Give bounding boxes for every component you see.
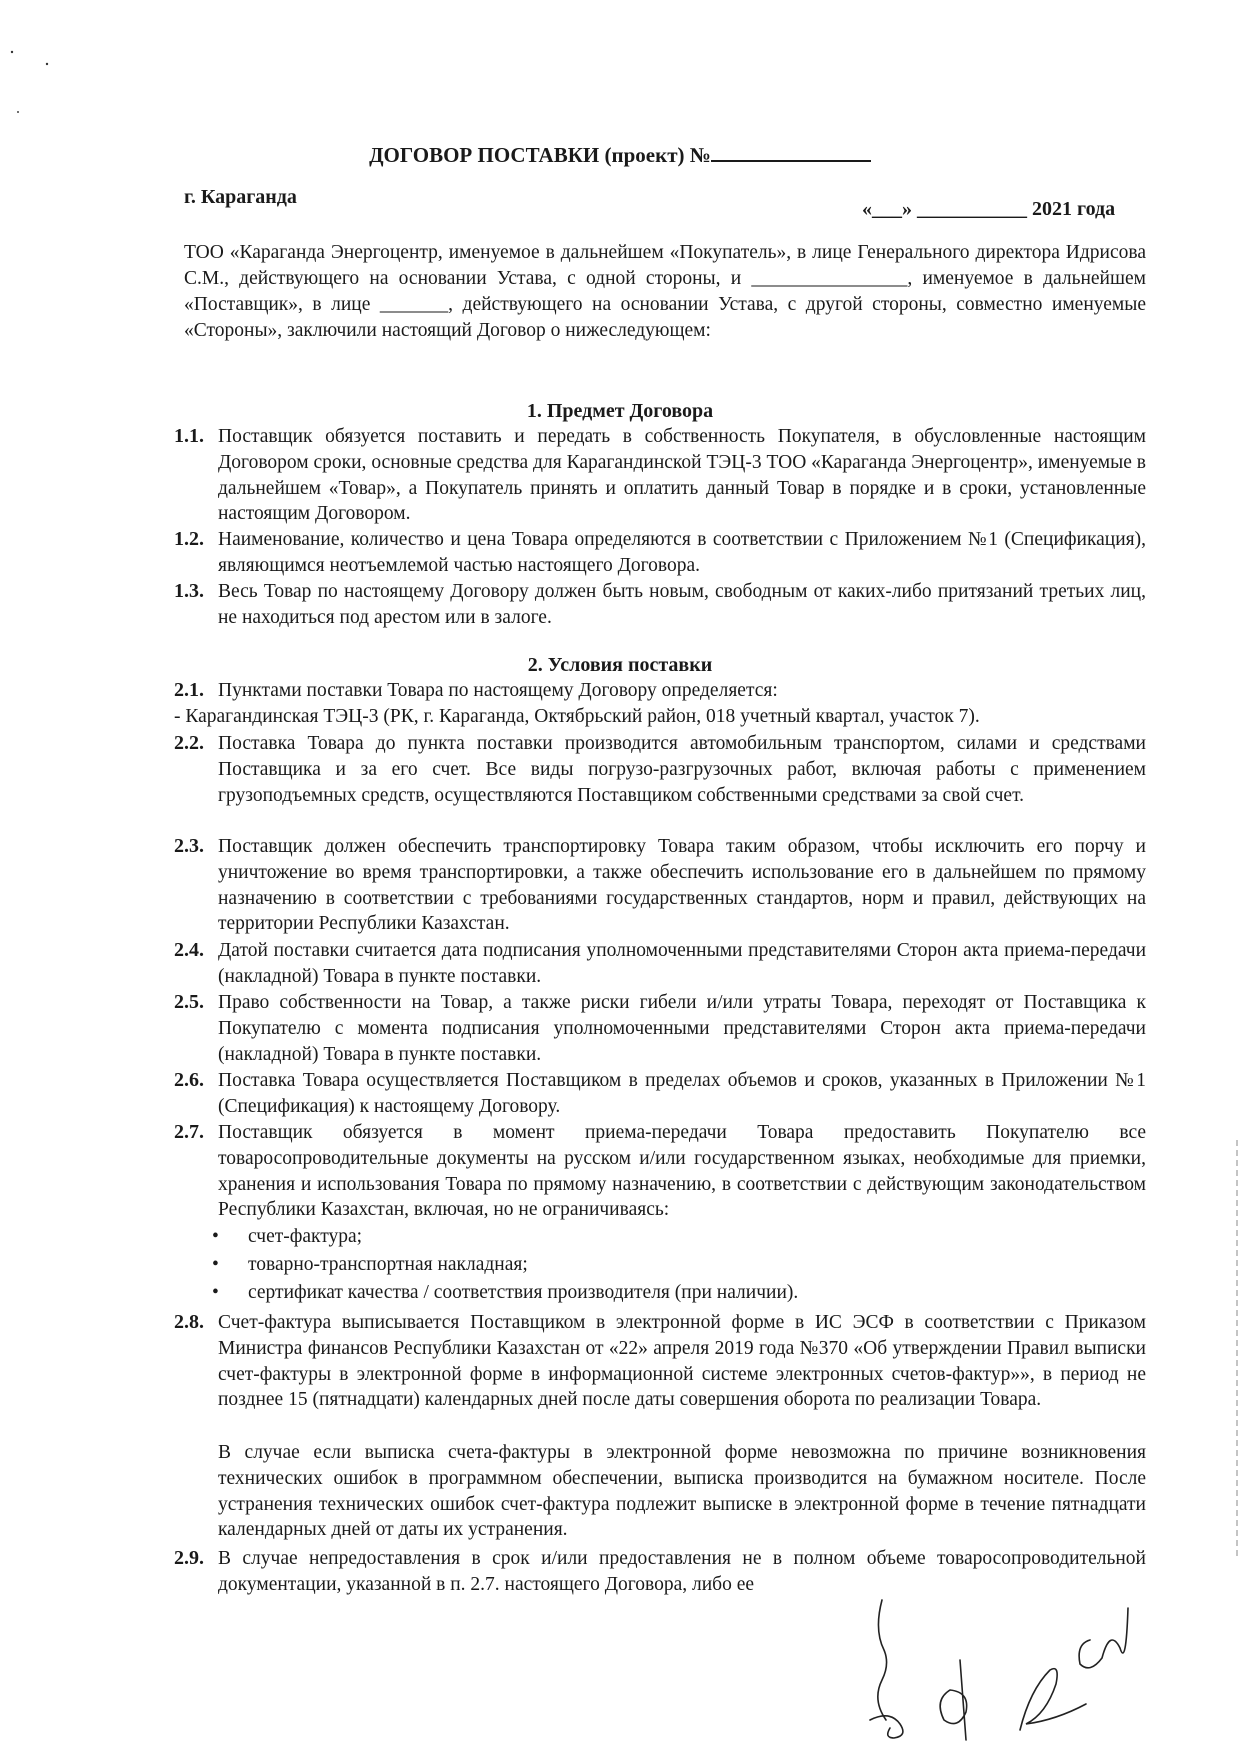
bullet-icon: • (212, 1226, 219, 1247)
clause-number: 1.2. (174, 528, 204, 550)
bullet-icon: • (212, 1254, 219, 1275)
clause-1-2 (174, 527, 1146, 579)
clause-text: Счет-фактура выписывается Поставщиком в электронной форме в ИС ЭСФ в соответствии с Приказом Министра финансов Республики Казахстан от «22» апреля 2019 года №370 «Об утверждении Правил выписки счет-фактуры в электронной форме в информационной системе электронных счетов-фактур»», в период не позднее 15 (пятнадцати) календарных дней после даты совершения оборота по реализации Товара. (218, 1312, 1146, 1411)
clause-2-8 (174, 1310, 1146, 1413)
contract-date: «___» ___________ 2021 года (862, 198, 1116, 220)
clause-number: 2.6. (174, 1069, 204, 1091)
bullet-item: • сертификат качества / соответствия производителя (при наличии). (212, 1282, 799, 1303)
clause-number: 2.1. (174, 679, 204, 701)
document-title: ДОГОВОР ПОСТАВКИ (проект) № (0, 142, 1240, 168)
preamble: ТОО «Караганда Энергоцентр, именуемое в дальнейшем «Покупатель», в лице Генерального директора Идрисова С.М., действующего на основании Устава, с одной стороны, и ________________, именуемое в дальнейшем «Поставщик», в лице _______, действующего на основании Устава, с другой стороны, совместно именуемые «Стороны», заключили настоящий Договор о нижеследующем: (184, 242, 1146, 341)
signatures-icon (840, 1580, 1160, 1750)
clause-2-3 (174, 834, 1146, 937)
clause-number: 2.2. (174, 732, 204, 754)
clause-text: В случае непредоставления в срок и/или предоставления не в полном объеме товаросопроводительной документации, указанной в п. 2.7. настоящего Договора, либо ее (218, 1548, 1146, 1595)
clause-number: 2.9. (174, 1547, 204, 1569)
clause-number: 2.7. (174, 1121, 204, 1143)
delivery-point: - Карагандинская ТЭЦ-3 (РК, г. Караганда, Октябрьский район, 018 учетный квартал, участок 7). (174, 706, 980, 727)
clause-2-1 (174, 678, 1146, 704)
clause-2-8-paragraph: В случае если выписка счета-фактуры в электронной форме невозможна по причине возникновения технических ошибок в программном обеспечении, выписка производится на бумажном носителе. После устранения технических ошибок счет-фактура подлежит выписке в электронной форме в течение пятнадцати календарных дней от даты их устранения. (218, 1442, 1146, 1541)
clause-2-4 (174, 938, 1146, 990)
clause-text: Право собственности на Товар, а также риски гибели и/или утраты Товара, переходят от Поставщика к Покупателю с момента подписания уполномоченными представителями Сторон акта приема-передачи (накладной) Товара в пункте поставки. (218, 992, 1146, 1065)
clause-number: 1.3. (174, 580, 204, 602)
scan-specks (0, 0, 60, 140)
clause-text: Поставщик должен обеспечить транспортировку Товара таким образом, чтобы исключить его порчу и уничтожение во время транспортировки, а также обеспечить использование его в дальнейшем по прямому назначению в соответствии с требованиями государственных стандартов, норм и правил, действующих на территории Республики Казахстан. (218, 836, 1146, 935)
clause-1-1 (174, 424, 1146, 527)
clause-2-5 (174, 990, 1146, 1067)
clause-text: Датой поставки считается дата подписания уполномоченными представителями Сторон акта приема-передачи (накладной) Товара в пункте поставки. (218, 940, 1146, 987)
clause-2-2 (174, 731, 1146, 808)
clause-text: Весь Товар по настоящему Договору должен быть новым, свободным от каких-либо притязаний третьих лиц, не находиться под арестом или в залоге. (218, 581, 1146, 628)
clause-1-3 (174, 579, 1146, 631)
clause-text: Поставщик обязуется поставить и передать в собственность Покупателя, в обусловленные настоящим Договором сроки, основные средства для Карагандинской ТЭЦ-3 ТОО «Караганда Энергоцентр», именуемые в дальнейшем «Товар», а Покупатель принять и оплатить данный Товар в порядке и в сроки, установленные настоящим Договором. (218, 426, 1146, 525)
bullet-item: • счет-фактура; (212, 1226, 363, 1247)
section-2-title: 2. Условия поставки (527, 654, 713, 676)
clause-2-6 (174, 1068, 1146, 1120)
clause-number: 2.8. (174, 1311, 204, 1333)
clause-number: 2.4. (174, 939, 204, 961)
clause-text: Наименование, количество и цена Товара определяются в соответствии с Приложением №1 (Спецификация), являющимся неотъемлемой частью настоящего Договора. (218, 529, 1146, 576)
clause-text: Пунктами поставки Товара по настоящему Договору определяется: (218, 680, 778, 701)
clause-text: Поставка Товара до пункта поставки производится автомобильным транспортом, силами и средствами Поставщика и за его счет. Все виды погрузо-разгрузочных работ, включая работы с применением грузоподъемных средств, осуществляются Поставщиком собственными средствами за свой счет. (218, 733, 1146, 806)
city: г. Караганда (184, 186, 297, 208)
scan-edge-line (1234, 1140, 1240, 1560)
clause-number: 1.1. (174, 425, 204, 447)
bullet-item: • товарно-транспортная накладная; (212, 1254, 528, 1275)
clause-number: 2.3. (174, 835, 204, 857)
bullet-icon: • (212, 1282, 219, 1303)
clause-text: Поставщик обязуется в момент приема-передачи Товара предоставить Покупателю все товаросопроводительные документы на русском и/или государственном языках, необходимые для приемки, хранения и использования Товара по прямому назначению, в соответствии с действующим законодательством Республики Казахстан, включая, но не ограничиваясь: (218, 1122, 1146, 1221)
section-1-title: 1. Предмет Договора (526, 400, 714, 422)
clause-text: Поставка Товара осуществляется Поставщиком в пределах объемов и сроков, указанных в Приложении №1 (Спецификация) к настоящему Договору. (218, 1070, 1146, 1117)
clause-2-7 (174, 1120, 1146, 1223)
clause-number: 2.5. (174, 991, 204, 1013)
